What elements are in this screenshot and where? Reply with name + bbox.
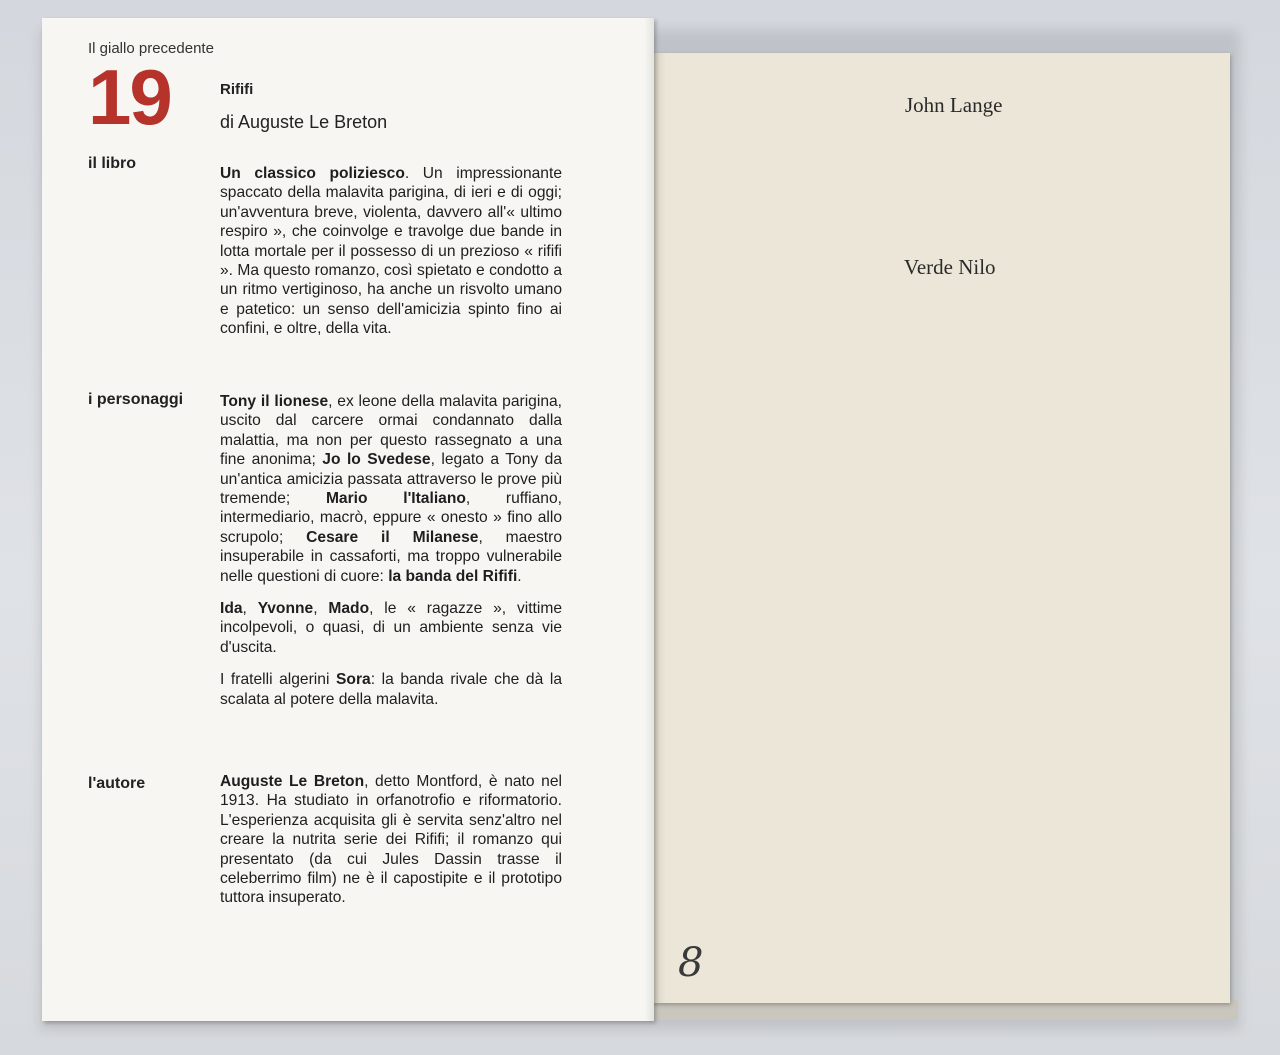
character-tony: Tony il lionese [220,393,329,410]
section-body-autore [220,772,562,921]
previous-book-author: di Auguste Le Breton [220,112,388,132]
character-text: , ruffiano, intermediario, macrò, eppure « onesto » fino allo scrupolo; [220,490,562,546]
personaggi-paragraph-1 [220,392,562,586]
section-label-libro: il libro [88,155,136,172]
character-text: : la banda rivale che dà la scalata al potere della malavita. [220,671,563,708]
character-cesare: Cesare il Milanese [306,528,479,546]
personaggi-paragraph-3 [220,670,562,709]
character-text: . [517,567,522,585]
character-text: I fratelli algerini [220,671,337,689]
character-ida: Ida [220,600,243,618]
book-title: Verde Nilo [904,255,996,279]
section-label-personaggi: i personaggi [88,391,184,408]
libro-lead: Un classico poliziesco [220,165,405,182]
character-mario: Mario l'Italiano [325,490,466,508]
autore-lead: Auguste Le Breton [220,773,365,790]
book-page-edge [648,1000,1238,1020]
handwritten-mark: 8 [678,940,704,986]
character-text: , maestro insuperabile in cassaforti, ma troppo vulnerabile nelle questioni di cuore: [220,528,563,585]
book-author: John Lange [905,93,1003,117]
personaggi-paragraph-2 [220,599,562,657]
flap-header: Il giallo precedente [88,40,214,57]
character-text: , legato a Tony da un'antica amicizia passata attraverso le prove più tremende; [220,451,562,508]
previous-book-title: Rififi [220,81,254,98]
section-body-personaggi [220,392,562,722]
banda-rififi: la banda del Rififi [388,567,518,585]
autore-text: , detto Montford, è nato nel 1913. Ha studiato in orfanotrofio e riformatorio. L'esperienza acquisita gli è servita senz'altro nel creare la nutrita serie dei Rififi; il romanzo qui presentato (da cui Jules Dassin trasse il celeberrimo film) ne è il capostipite e il prototipo tuttora insuperato. [220,773,562,907]
character-yvonne: Yvonne [257,600,314,618]
section-label-autore: l'autore [88,775,146,792]
title-page [652,53,1230,1003]
series-number: 19 [88,53,171,141]
section-body-libro [220,164,562,352]
character-text: , ex leone della malavita parigina, uscito dal carcere ormai condannato dalla malattia, ma non per questo rassegnato a una fine anonima; [220,393,562,469]
character-text: , le « ragazze », vittime incolpevoli, o quasi, di un ambiente senza vie d'uscita. [220,600,562,656]
character-sora: Sora [336,671,371,689]
character-jo: Jo lo Svedese [322,451,431,469]
libro-text: . Un impressionante spaccato della malavita parigina, di ieri e di oggi; un'avventura breve, violenta, davvero all'« ultimo respiro », che coinvolge e travolge due bande in lotta mortale per il possesso di un prezioso « rififi ». Ma questo romanzo, così spietato e condotto a un ritmo vertiginoso, ha anche un risvolto umano e patetico: un senso dell'amicizia spinto fino ai confini, e oltre, della vita. [220,165,562,338]
character-mado: Mado [328,600,370,618]
character-text: , [313,600,329,618]
character-text: , [242,600,258,618]
